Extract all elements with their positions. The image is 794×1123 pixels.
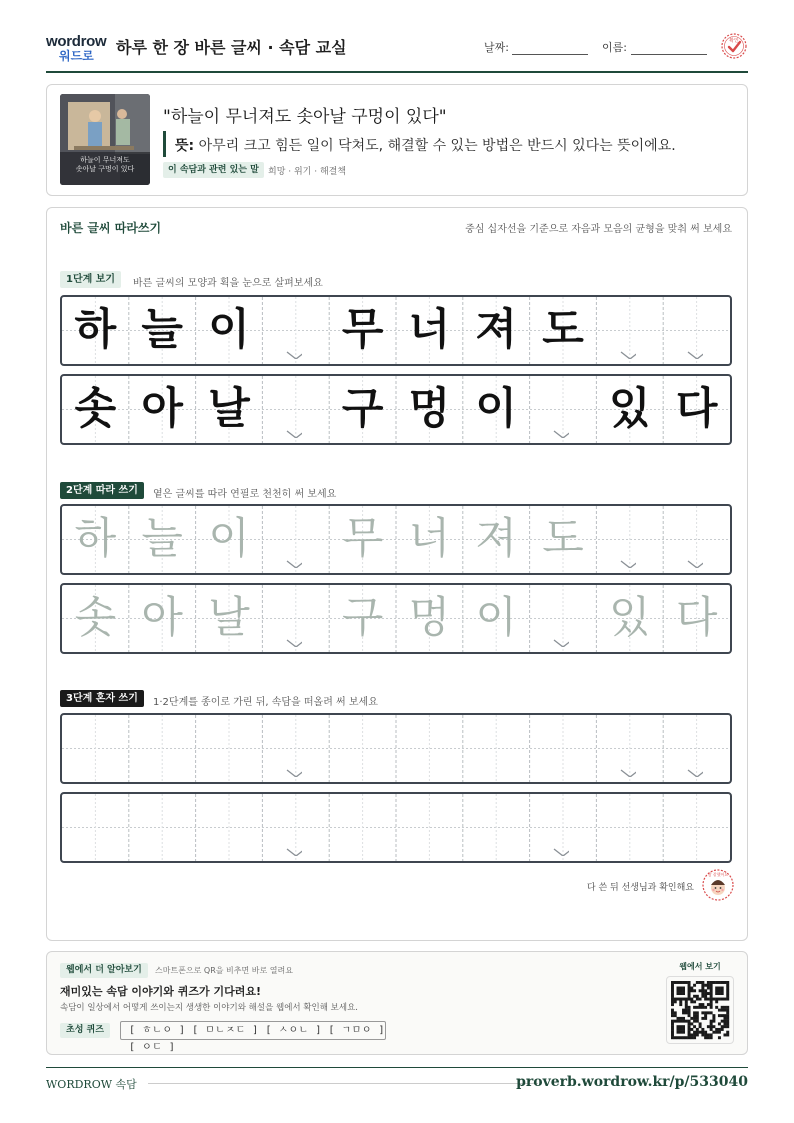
writing-char: 너: [408, 514, 451, 564]
writing-char: 이: [475, 384, 517, 434]
space-mark-icon: [286, 848, 302, 856]
writing-char: 이: [208, 514, 250, 564]
name-label: 이름:: [602, 41, 627, 54]
space-mark-icon: [286, 430, 302, 438]
stamp-text: 참 잘했어요: [707, 872, 729, 877]
writing-char: 무: [341, 514, 384, 564]
page-title: 하루 한 장 바른 글씨 · 속담 교실: [116, 38, 347, 57]
writing-char: 구: [341, 384, 384, 434]
writing-char: 날: [208, 593, 250, 643]
space-mark-icon: [553, 848, 569, 856]
writing-char: 있: [609, 384, 651, 434]
step2-tag: 2단계 따라 쓰기: [60, 482, 144, 499]
meaning-accent-bar: [163, 131, 166, 157]
writing-char: 있: [609, 593, 651, 643]
writing-row-step1-line2: [60, 374, 732, 445]
space-mark-icon: [620, 560, 636, 568]
meaning-label: 뜻:: [175, 138, 195, 154]
step1-tag: 1단계 보기: [60, 271, 121, 288]
space-mark-icon: [687, 769, 703, 777]
date-field[interactable]: [512, 53, 588, 55]
web-description: 속담이 일상에서 어떻게 쓰이는지 생생한 이야기와 해설을 웹에서 확인해 보세요.: [60, 1003, 358, 1013]
writing-char: 날: [208, 384, 250, 434]
space-mark-icon: [620, 351, 636, 359]
practice-hint: 중심 십자선을 기준으로 자음과 모음의 균형을 맞춰 써 보세요: [465, 224, 732, 235]
writing-char: 하: [74, 305, 117, 355]
writing-char: 늘: [141, 305, 183, 355]
teacher-check-text: 다 쓴 뒤 선생님과 확인해요: [586, 883, 694, 893]
writing-row-step3-line2[interactable]: [60, 792, 732, 863]
step3-tag: 3단계 혼자 쓰기: [60, 690, 144, 707]
date-label: 날짜:: [484, 41, 509, 54]
writing-char: 솟: [74, 593, 117, 643]
web-headline: 재미있는 속담 이야기와 퀴즈가 기다려요!: [60, 985, 261, 998]
thumb-caption-2: 솟아날 구멍이 있다: [75, 165, 135, 173]
space-mark-icon: [553, 430, 569, 438]
web-more-desc: 스마트폰으로 QR을 비추면 바로 열려요: [155, 966, 293, 975]
practice-title: 바른 글씨 따라쓰기: [60, 221, 162, 235]
writing-char: 구: [341, 593, 384, 643]
meaning-text: [175, 135, 676, 155]
writing-char: 무: [341, 305, 384, 355]
writing-char: 져: [475, 305, 517, 355]
qr-label: 웹에서 보기: [679, 962, 721, 971]
proverb-quote: "하늘이 무너져도 솟아날 구멍이 있다": [163, 107, 447, 127]
step1-desc: 바른 글씨의 모양과 획을 눈으로 살펴보세요: [133, 278, 323, 289]
writing-row-step3-line1[interactable]: [60, 713, 732, 784]
writing-row-step2-line1[interactable]: [60, 504, 732, 575]
space-mark-icon: [286, 560, 302, 568]
writing-char: 멍: [408, 593, 451, 643]
initial-quiz-box[interactable]: [ ㅎㄴㅇ ] [ ㅁㄴㅈㄷ ] [ ㅅㅇㄴ ] [ ㄱㅁㅇ ] [ ㅇㄷ ]: [120, 1021, 386, 1040]
initial-quiz-label: 초성 퀴즈: [60, 1023, 110, 1038]
space-mark-icon: [687, 351, 703, 359]
proverb-illustration: [60, 94, 150, 185]
space-mark-icon: [553, 639, 569, 647]
space-mark-icon: [687, 560, 703, 568]
writing-char: 아: [141, 384, 183, 434]
writing-char: 하: [74, 514, 117, 564]
writing-char: 늘: [141, 514, 183, 564]
space-mark-icon: [620, 769, 636, 777]
web-more-tag: 웹에서 더 알아보기: [60, 963, 148, 978]
step2-desc: 옅은 글씨를 따라 연필로 천천히 써 보세요: [153, 489, 337, 500]
badge-text: 확인: [729, 38, 739, 44]
thumb-caption-1: 하늘이 무너져도: [80, 156, 130, 164]
writing-char: 이: [475, 593, 517, 643]
footer-url[interactable]: proverb.wordrow.kr/p/533040: [516, 1074, 748, 1090]
writing-row-step2-line2[interactable]: [60, 583, 732, 654]
meaning-body: 아무리 크고 힘든 일이 닥쳐도, 해결할 수 있는 방법은 반드시 있다는 뜻이에요.: [194, 138, 676, 154]
qr-code-icon[interactable]: [666, 976, 734, 1044]
writing-char: 져: [475, 514, 517, 564]
writing-char: 도: [542, 514, 584, 564]
space-mark-icon: [286, 639, 302, 647]
logo-korean: 워드로: [59, 49, 94, 63]
space-mark-icon: [286, 351, 302, 359]
good-job-stamp-icon: [702, 869, 734, 901]
related-words: 희망 · 위기 · 해결책: [268, 167, 347, 177]
writing-char: 너: [408, 305, 451, 355]
writing-char: 다: [675, 384, 718, 434]
name-field[interactable]: [631, 53, 707, 55]
writing-char: 솟: [74, 384, 117, 434]
writing-char: 이: [208, 305, 250, 355]
space-mark-icon: [286, 769, 302, 777]
header-divider: [46, 71, 748, 73]
related-words-label: 이 속담과 관련 있는 말: [163, 162, 264, 178]
writing-char: 도: [542, 305, 584, 355]
footer-brand: WORDROW 속담: [46, 1078, 137, 1091]
writing-char: 아: [141, 593, 183, 643]
step3-desc: 1·2단계를 종이로 가린 뒤, 속담을 떠올려 써 보세요: [153, 697, 378, 708]
logo-text: wordrow: [46, 33, 107, 50]
check-badge-icon: [721, 33, 747, 59]
footer-divider: [46, 1067, 748, 1068]
writing-char: 다: [675, 593, 718, 643]
writing-row-step1-line1: [60, 295, 732, 366]
wordrow-logo: [46, 33, 108, 63]
footer-line: [148, 1083, 538, 1084]
writing-char: 멍: [408, 384, 451, 434]
